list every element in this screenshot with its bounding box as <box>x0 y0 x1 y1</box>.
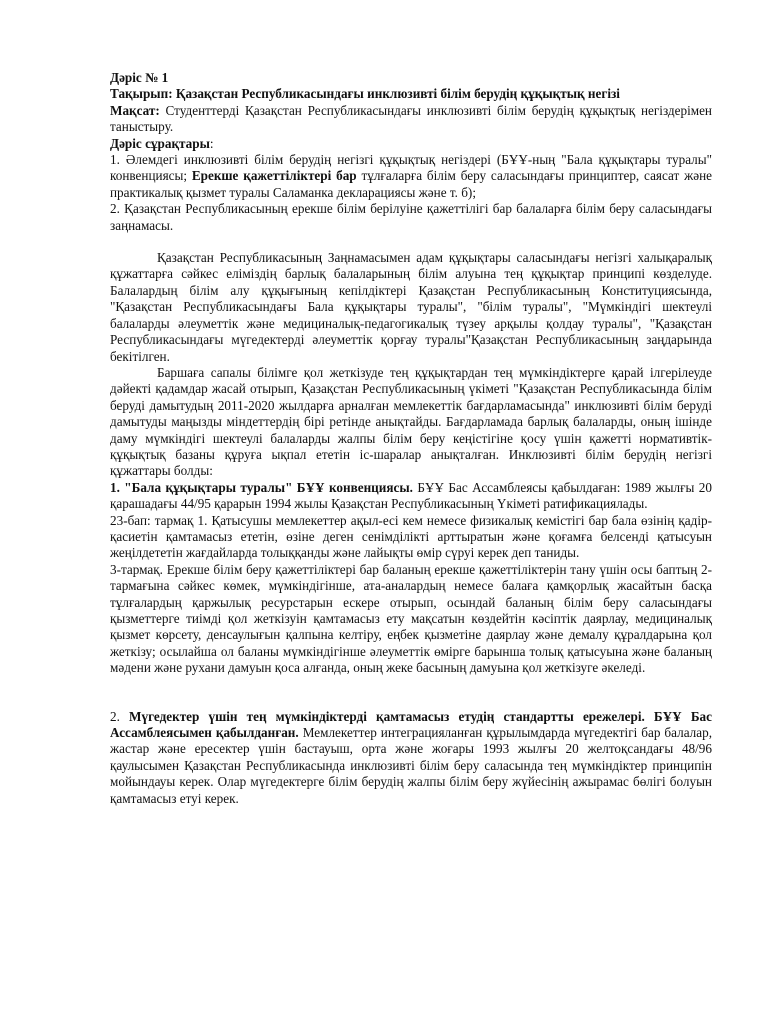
question-2: 2. Қазақстан Республикасының ерекше білім берілуіне қажеттілігі бар балаларға білім беру саласындағы заңнамасы. <box>110 201 712 233</box>
question-1-bold: Ерекше қажеттіліктері бар <box>191 168 357 184</box>
goal-text: Студенттерді Қазақстан Республикасындағы инклюзивті білім берудің құқықтық негіздерімен таныстыру. <box>110 102 712 135</box>
spacer <box>110 234 712 250</box>
questions-heading <box>110 136 712 152</box>
question-1 <box>110 152 712 201</box>
topic-text: : Қазақстан Республикасындағы инклюзивті білім берудің құқықтық негізі <box>168 86 620 102</box>
section-2-title: Мүгедектер үшін тең мүмкіндіктерді қамтамасыз етудің стандартты ережелері. БҰҰ Бас Ассамблеясымен қабылданған. <box>110 708 712 741</box>
section-2 <box>110 709 712 807</box>
article-3: 3-тармақ. Ерекше білім беру қажеттіліктері бар баланың ерекше қажеттіліктерін тану үшін осы баптың 2-тармағына сәйкес көмек, мүмкіндігінше, ата-аналардың немесе балаға қамқорлық жасайтын басқа тұлғалардың қаржылық ресурстарын ескере отырып, осындай баланың білім беру саласындағы қызметтерге тиімді қол жеткізуін қамтамасыз ету мақсатын көздейтін кәсіптік даярлау, медициналық қызмет көрсету, денсаулығын қалпына келтіру, еңбек қызметіне даярлау және демалу құралдарына қол жеткізу; осылайша ол баланы мүмкіндігінше әлеуметтік өмірге барынша толық қатысуына және баланың мәдени және рухани дамуын қоса алғанда, оның жеке басының дамуына қол жеткізуге әкеледі. <box>110 561 712 676</box>
question-1-part-b: тұлғаларға білім беру саласындағы принциптер, саясат және практикалық қызмет туралы Саламанка декларациясы және т. б); <box>110 168 712 200</box>
article-23: 23-бап: тармақ 1. Қатысушы мемлекеттер ақыл-есі кем немесе физикалық кемістігі бар бала өзінің қадір-қасиетін қамтамасыз ететін, өзіне деген сенімділікті арттыратын және қоғамға белсенді қатысуын жеңілдететін жағдайларда толыққанды және лайықты өмір сүруі керек деп таниды. <box>110 512 712 561</box>
questions-colon: : <box>209 135 214 151</box>
topic-label: Тақырып <box>110 86 169 102</box>
lecture-number: Дәріс № 1 <box>110 70 169 85</box>
question-1-part-a: 1. Әлемдегі инклюзивті білім берудің негізгі құқықтық негіздері (БҰҰ-ның "Бала құқықтары туралы" конвенциясы; <box>110 152 712 184</box>
section-2-text: Мемлекеттер интеграцияланған құрылымдарда мүгедектігі бар балалар, жастар және ересектер үшін бастауыш, орта және жоғары 1993 жылғы 20 желтоқсандағы 48/96 қаулысымен Қазақстан Республикасында инклюзивті білім беру саласында тең мүмкіндіктер принципін мойындауы керек. Олар мүгедектерге білім берудің жалпы білім беру жүйесінің ажырамас бөлігі болуын қамтамасыз етуі керек. <box>110 725 712 806</box>
goal-label: Мақсат: <box>110 102 160 118</box>
section-1-text: БҰҰ Бас Ассамблеясы қабылдаған: 1989 жылғы 20 қарашадағы 44/95 қарарын 1994 жылы Қазақстан Республикасының Үкіметі ратификациялады. <box>110 479 712 512</box>
section-1-title: 1. "Бала құқықтары туралы" БҰҰ конвенциясы. <box>110 479 413 495</box>
lecture-goal <box>110 103 712 136</box>
document-page <box>110 70 712 807</box>
lecture-topic <box>110 86 712 102</box>
section-1 <box>110 480 712 513</box>
paragraph-2: Баршаға сапалы білімге қол жеткізуде тең құқықтардан тең мүмкіндіктерге қарай ілгерілеуде дәйекті қадамдар жасай отырып, Қазақстан Республикасының үкіметі "Қазақстан Республикасында білім беруді дамытудың 2011-2020 жылдарға арналған мемлекеттік бағдарламасында" инклюзивті білім беруді дамытуды маңызды міндеттердің бірі ретінде анықтайды. Бағдарламада барлық балаларды, оның ішінде даму мүмкіндігі шектеулі балаларды жалпы білім беру кеңістігіне қосу үшін қажетті нормативтік-құқықтық базаны құруға ықпал ететін іс-шаралар анықталған. Инклюзивті білім берудің негізгі құжаттары болды: <box>110 364 712 479</box>
questions-label: Дәріс сұрақтары <box>110 135 210 151</box>
spacer <box>110 677 712 709</box>
paragraph-1: Қазақстан Республикасының Заңнамасымен адам құқықтары саласындағы негізгі халықаралық құжаттарға сәйкес еліміздің барлық балаларының білім алуына тең құқықтар принципі көзделуде. Балалардың білім алу құқығының кепілдіктері Қазақстан Республикасының Конституциясында, "Қазақстан Республикасындағы Бала құқықтары туралы", "білім туралы", "Мүмкіндігі шектеулі балаларды әлеуметтік және медициналық-педагогикалық түзеу арқылы қолдау туралы", "Қазақстан Республикасындағы мүгедектерді әлеуметтік қорғау туралы"Қазақстан Республикасының заңдарында бекітілген. <box>110 250 712 364</box>
section-2-number: 2. <box>110 708 130 724</box>
